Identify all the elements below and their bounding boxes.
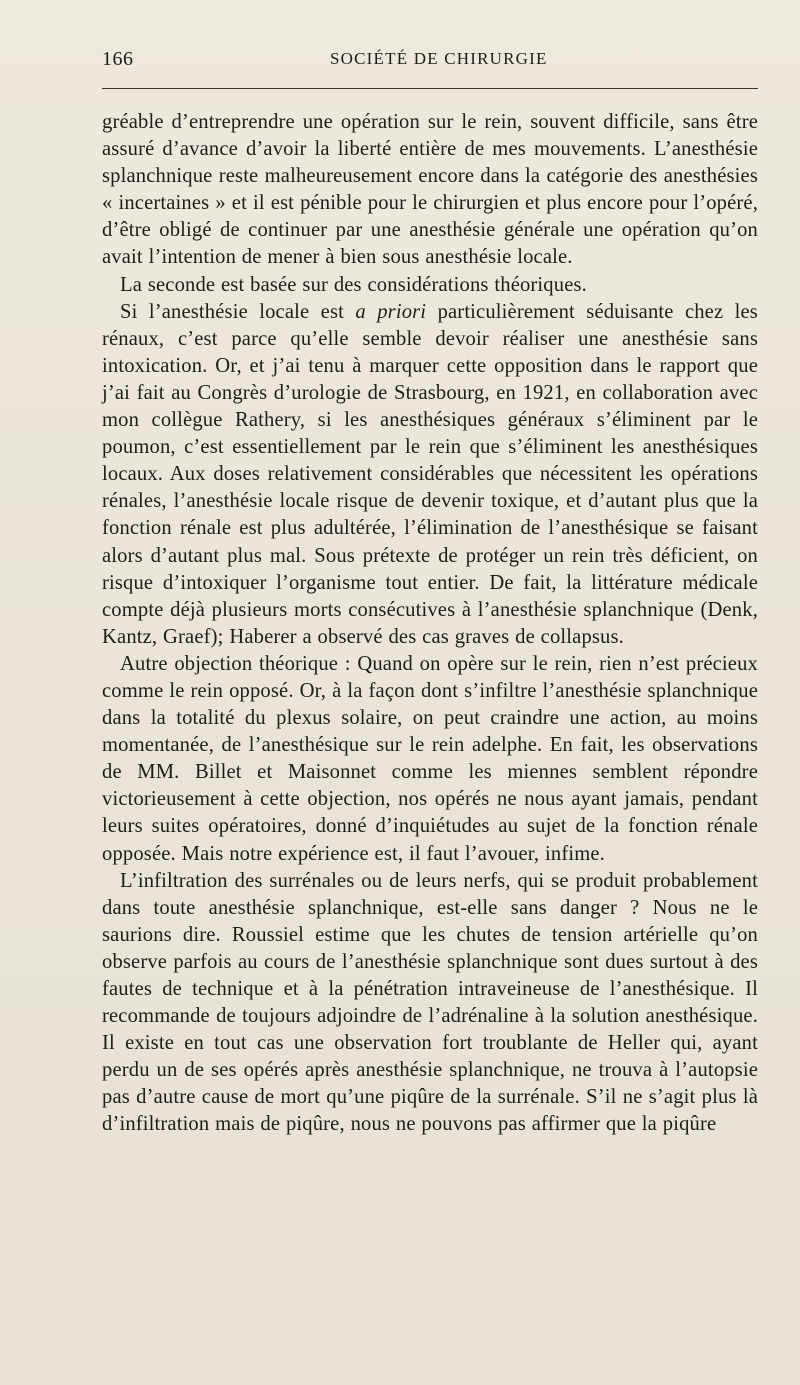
paragraph-toxicity-start: Si l’anesthésie locale est <box>120 300 356 323</box>
running-title: SOCIÉTÉ DE CHIRURGIE <box>330 49 548 68</box>
paragraph-opposite-kidney: Autre objection théorique : Quand on opère sur le rein, rien n’est précieux comme le rein opposé. Or, à la façon dont s’infiltre l’anesthésie splanchnique dans la totalité du plexus solaire, on peut craindre une action, au moins momentanée, de l’anesthésique sur le rein adelphe. En fait, les observations de MM. Billet et Maisonnet comme les miennes semblent répondre victorieusement à cette objection, nos opérés ne nous ayant jamais, pendant leurs suites opératoires, donné d’inquiétudes au sujet de la fonction rénale opposée. Mais notre expérience est, il faut l’avouer, infime. <box>102 652 758 865</box>
header-rule <box>102 88 758 89</box>
italic-a-priori: a priori <box>355 300 427 323</box>
paragraph-adrenals: L’infiltration des surrénales ou de leurs nerfs, qui se produit probablement dans toute anesthésie splanchnique, est-elle sans danger ? Nous ne le saurions dire. Roussiel estime que les chutes de tension artérielle qu’on observe parfois au cours de l’anesthésie splanchnique sont dues surtout à des fautes de technique et à la pénétration intraveineuse de l’anesthésique. Il recommande de toujours adjoindre de l’adrénaline à la solution anesthésique. Il existe en tout cas une observation fort troublante de Heller qui, ayant perdu un de ses opérés après anesthésie splanchnique, ne trouva à l’autopsie pas d’autre cause de mort qu’une piqûre de la surrénale. S’il ne s’agit plus là d’infiltration mais de piqûre, nous ne pouvons pas affirmer que la piqûre <box>102 869 758 1136</box>
paragraph-continuation: gréable d’entreprendre une opération sur le rein, souvent difficile, sans être assuré d’avance d’avoir la liberté entière de mes mouvements. L’anesthésie splanchnique reste malheureusement encore dans la catégorie des anesthésies « incertaines » et il est pénible pour le chirurgien et plus encore pour l’opéré, d’être obligé de continuer par une anesthésie générale une opération qu’on avait l’intention de mener à bien sous anesthésie locale. <box>102 111 758 269</box>
paragraph-second-objection: La seconde est basée sur des considérations théoriques. <box>120 273 587 296</box>
running-head <box>102 46 758 72</box>
paragraph-toxicity <box>102 299 758 651</box>
body-text <box>102 109 758 1139</box>
page-number: 166 <box>102 48 134 70</box>
paragraph-toxicity-rest: particulièrement séduisante chez les rénaux, c’est parce qu’elle semble devoir réaliser une anesthésie sans intoxication. Or, et j’ai tenu à marquer cette opposition dans le rapport que j’ai fait au Congrès d’urologie de Strasbourg, en 1921, en collaboration avec mon collègue Rathery, si les anesthésiques généraux s’éliminent par le poumon, c’est essentiellement par le rein que s’éliminent les anesthésiques locaux. Aux doses relativement considérables que nécessitent les opérations rénales, l’anesthésie locale risque de devenir toxique, et d’autant plus que la fonction rénale est plus adultérée, l’élimination de l’anesthésique se faisant alors d’autant plus mal. Sous prétexte de protéger un rein très déficient, on risque d’intoxiquer l’organisme tout entier. De fait, la littérature médicale compte déjà plusieurs morts consécutives à l’anesthésie splanchnique (Denk, Kantz, Graef); Haberer a observé des cas graves de collapsus. <box>102 300 758 648</box>
